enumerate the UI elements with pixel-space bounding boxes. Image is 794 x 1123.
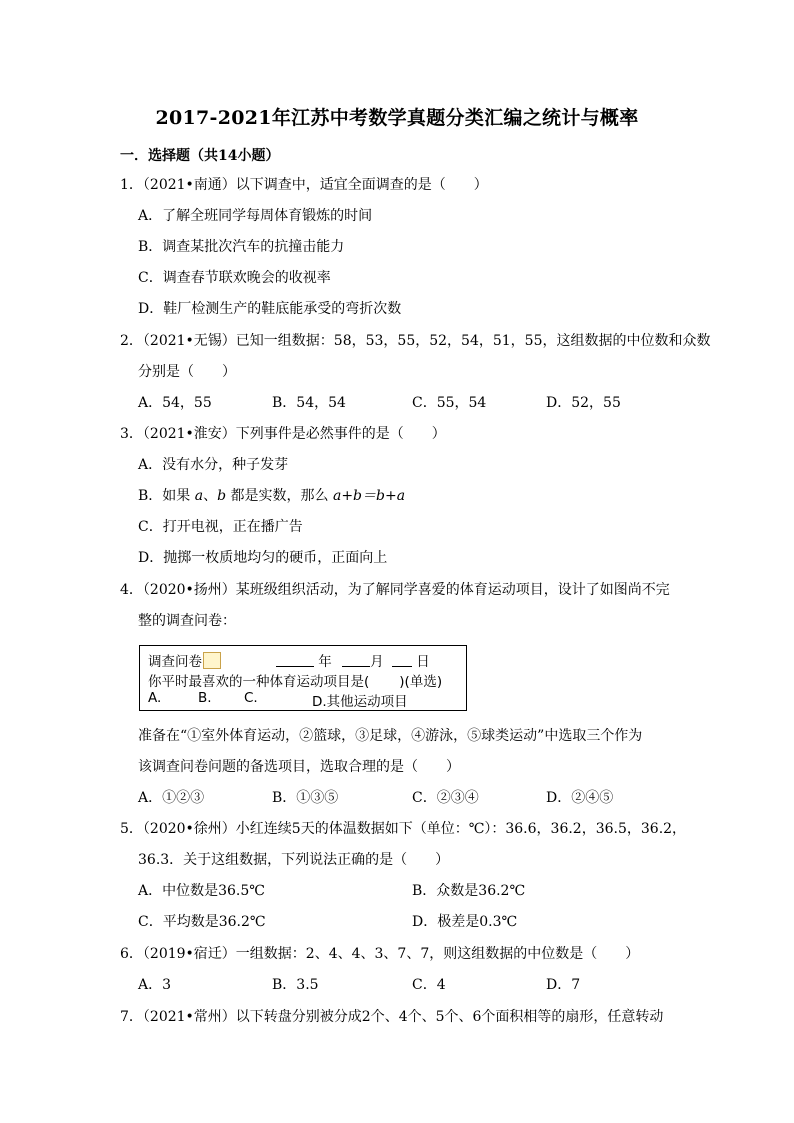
- variable-a: a: [194, 488, 204, 504]
- question-2-stem: 2．（2021•无锡）已知一组数据：58，53，55，52，54，51，55，这组数据的中位数和众数: [120, 333, 711, 349]
- question-6-option-c: C．4: [412, 977, 446, 993]
- question-5-option-c: C．平均数是36.2℃: [138, 914, 266, 930]
- variable-b: b: [217, 488, 227, 504]
- document-title: 2017-2021年江苏中考数学真题分类汇编之统计与概率: [155, 107, 639, 129]
- question-3-option-b: [138, 487, 405, 505]
- survey-question-end: )(单选): [399, 674, 443, 690]
- question-6-option-b: B．3.5: [272, 977, 319, 993]
- question-4-stem: 4．（2020•扬州）某班级组织活动，为了解同学喜爱的体育运动项目，设计了如图尚不完: [120, 582, 670, 598]
- question-4-text-1: 准备在“①室外体育运动，②篮球，③足球，④游泳，⑤球类运动”中选取三个作为: [138, 728, 643, 744]
- day-label: 日: [416, 654, 430, 670]
- question-7-stem: 7．（2021•常州）以下转盘分别被分成2个、4个、5个、6个面积相等的扇形，任意转动: [120, 1009, 664, 1025]
- survey-title-box: [203, 652, 221, 669]
- survey-date-row: [276, 650, 430, 670]
- survey-title-row: [148, 650, 221, 670]
- question-3-option-a: A．没有水分，种子发芽: [138, 457, 289, 473]
- option-b-prefix: B．如果: [138, 488, 195, 504]
- question-4-option-a: A．①②③: [138, 790, 205, 806]
- question-1-stem: 1．（2021•南通）以下调查中，适宜全面调查的是（ ）: [120, 177, 488, 193]
- question-5-option-d: D．极差是0.3℃: [412, 914, 518, 930]
- separator: 、: [203, 488, 218, 504]
- question-1-option-a: A．了解全班同学每周体育锻炼的时间: [138, 208, 373, 224]
- question-1-option-c: C．调查春节联欢晚会的收视率: [138, 270, 331, 286]
- question-5-stem: 5．（2020•徐州）小红连续5天的体温数据如下（单位：℃）：36.6，36.2，36.5，36.2，: [120, 821, 687, 837]
- survey-question: 你平时最喜欢的一种体育运动项目是(: [148, 674, 370, 690]
- question-5-option-a: A．中位数是36.5℃: [138, 883, 265, 899]
- month-label: 月: [370, 654, 384, 670]
- section-heading: 一．选择题（共14小题）: [120, 148, 280, 164]
- question-2-option-c: C．55，54: [412, 395, 487, 411]
- question-5-stem-continued: 36.3．关于这组数据，下列说法正确的是（ ）: [138, 852, 450, 868]
- survey-option-a: A.: [148, 690, 162, 706]
- question-4-option-d: D．②④⑤: [546, 790, 614, 806]
- day-blank: [392, 653, 412, 667]
- question-3-option-c: C．打开电视，正在播广告: [138, 519, 303, 535]
- question-3-stem: 3．（2021•淮安）下列事件是必然事件的是（ ）: [120, 426, 446, 442]
- question-2-option-b: B．54，54: [272, 395, 346, 411]
- expression: a+b＝b+a: [332, 488, 406, 504]
- question-1-option-b: B．调查某批次汽车的抗撞击能力: [138, 239, 345, 255]
- question-6-option-d: D．7: [546, 977, 581, 993]
- question-6-option-a: A．3: [138, 977, 172, 993]
- survey-option-c: C.: [244, 690, 258, 706]
- year-label: 年: [318, 654, 332, 670]
- survey-option-d: D.其他运动项目: [312, 694, 408, 710]
- question-4-text-2: 该调查问卷问题的备选项目，选取合理的是（ ）: [138, 759, 460, 775]
- question-4-stem-continued: 整的调查问卷：: [138, 613, 236, 629]
- question-4-option-b: B．①③⑤: [272, 790, 339, 806]
- question-2-option-a: A．54，55: [138, 395, 212, 411]
- survey-title: 调查问卷: [148, 654, 202, 670]
- question-1-option-d: D．鞋厂检测生产的鞋底能承受的弯折次数: [138, 301, 402, 317]
- survey-questionnaire-box: [139, 645, 467, 711]
- survey-option-b: B.: [198, 690, 212, 706]
- question-6-stem: 6．（2019•宿迁）一组数据：2、4、4、3、7、7，则这组数据的中位数是（ ）: [120, 946, 640, 962]
- question-4-option-c: C．②③④: [412, 790, 479, 806]
- month-blank: [342, 653, 370, 667]
- survey-question-row: [148, 670, 442, 690]
- question-2-option-d: D．52，55: [546, 395, 621, 411]
- question-3-option-d: D．抛掷一枚质地均匀的硬币，正面向上: [138, 550, 388, 566]
- question-2-stem-continued: 分别是（ ）: [138, 364, 236, 380]
- year-blank: [276, 653, 314, 667]
- question-5-option-b: B．众数是36.2℃: [412, 883, 526, 899]
- option-b-middle: 都是实数，那么: [226, 488, 333, 504]
